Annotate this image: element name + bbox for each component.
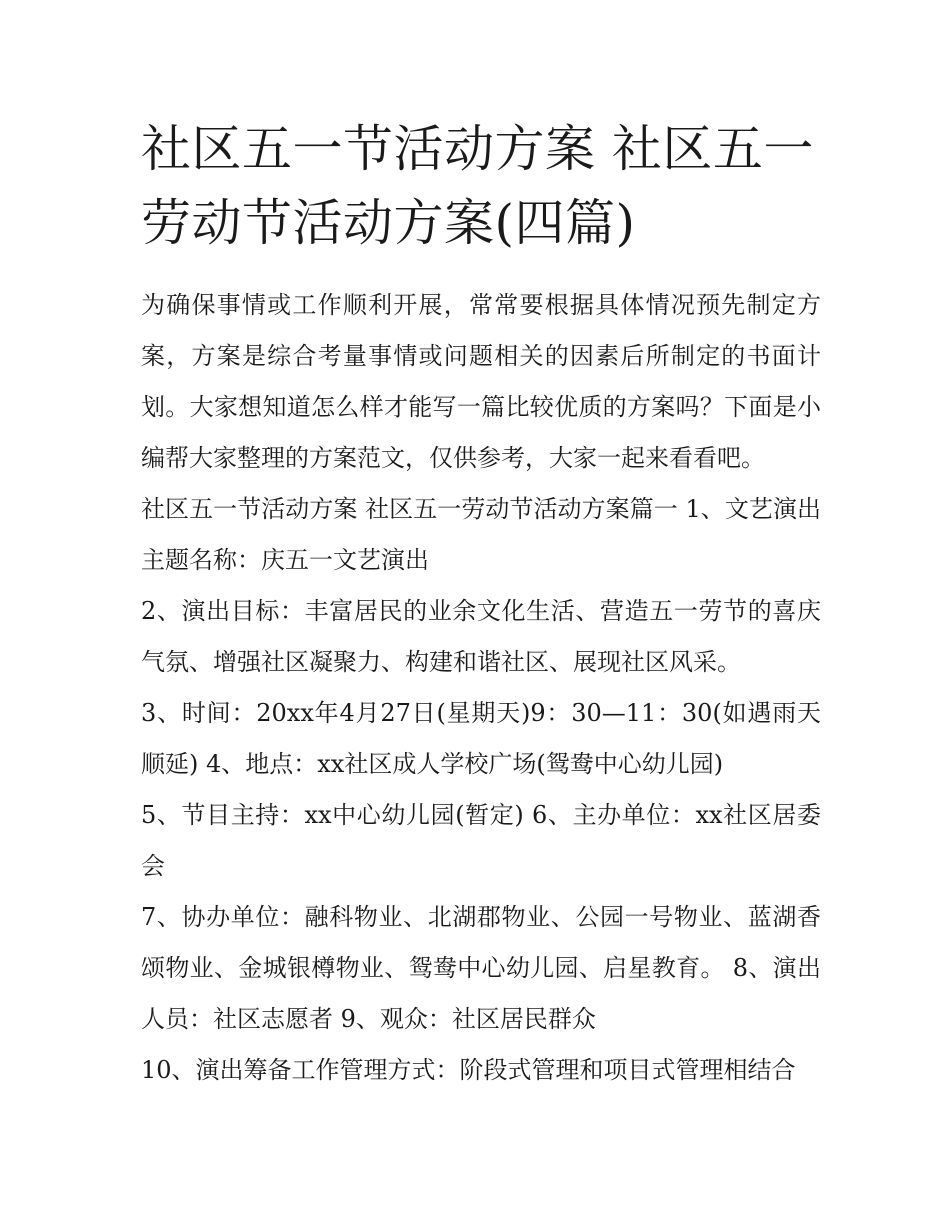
paragraph-item-7-9: 7、协办单位：融科物业、北湖郡物业、公园一号物业、蓝湖香颂物业、金城银樽物业、鸳鸯中心幼儿园、启星教育。 8、演出人员：社区志愿者 9、观众：社区居民群众 [141, 903, 821, 1033]
document-title: 社区五一节活动方案 社区五一劳动节活动方案(四篇) [141, 120, 814, 252]
paragraph-item-3-4: 3、时间：20xx年4月27日(星期天)9：30—11：30(如遇雨天顺延) 4、地点：xx社区成人学校广场(鸳鸯中心幼儿园) [141, 699, 821, 778]
paragraph-intro: 为确保事情或工作顺利开展，常常要根据具体情况预先制定方案，方案是综合考量事情或问题相关的因素后所制定的书面计划。大家想知道怎么样才能写一篇比较优质的方案吗？下面是小编帮大家整理的方案范文，仅供参考，大家一起来看看吧。 [141, 291, 821, 472]
paragraph-item-10: 10、演出筹备工作管理方式：阶段式管理和项目式管理相结合 [141, 1056, 796, 1084]
paragraph-item-5-6: 5、节目主持：xx中心幼儿园(暂定) 6、主办单位：xx社区居委会 [141, 801, 821, 880]
paragraph-section-1: 社区五一节活动方案 社区五一劳动节活动方案篇一 1、文艺演出主题名称：庆五一文艺演出 [141, 495, 821, 574]
document-body [141, 280, 821, 1096]
paragraph-item-2: 2、演出目标：丰富居民的业余文化生活、营造五一劳节的喜庆气氛、增强社区凝聚力、构建和谐社区、展现社区风采。 [141, 597, 821, 676]
